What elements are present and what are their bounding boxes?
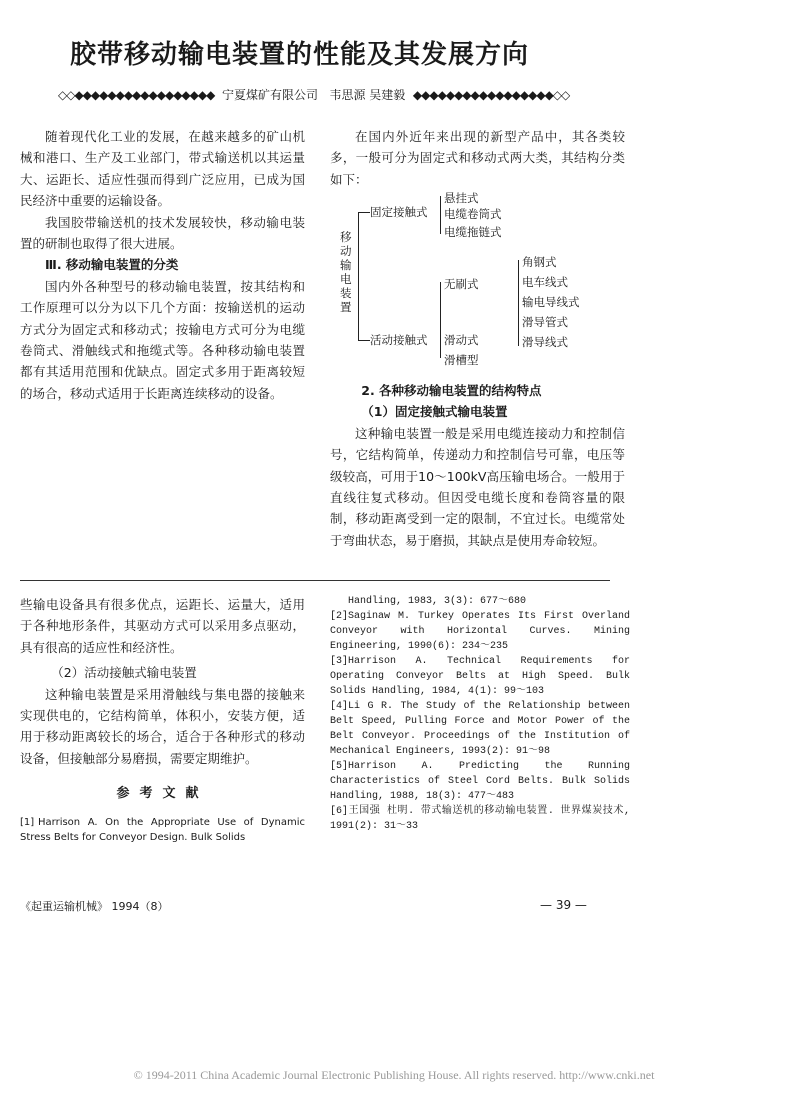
tree-line (358, 340, 370, 341)
tree-line (358, 212, 359, 340)
tree-line (440, 282, 441, 358)
journal-footer: 《起重运输机械》 1994（8） (20, 900, 169, 913)
paragraph: 我国胶带输送机的技术发展较快，移动输电装置的研制也取得了很大进展。 (20, 214, 305, 252)
reference-item: Handling, 1983, 3(3): 677～680 (348, 596, 527, 607)
tree-leaf: 滑导管式 (522, 315, 568, 329)
subsection-heading: （1）固定接触式输电装置 (361, 404, 508, 420)
section-heading: Ⅲ. 移动输电装置的分类 (45, 257, 179, 273)
subsection-heading: （2）活动接触式输电装置 (51, 665, 197, 681)
tree-node-mobile: 活动接触式 (370, 333, 428, 347)
tree-leaf: 角钢式 (522, 255, 557, 269)
copyright-notice: © 1994-2011 China Academic Journal Electronic Publishing House. All rights reserved. http://www.cnki.net (133, 1068, 655, 1082)
paragraph: 随着现代化工业的发展，在越来越多的矿山机械和港口、生产及工业部门，带式输送机以其运量大、运距长、适应性强而得到广泛应用，已成为国民经济中重要的运输设备。 (20, 129, 305, 209)
paragraph: 在国内外近年来出现的新型产品中，其各类较多，一般可分为固定式和移动式两大类，其结构分类如下： (330, 129, 625, 187)
paragraph: 国内外各种型号的移动输电装置，按其结构和工作原理可以分为以下几个方面：按输送机的运动方式分为固定式和移动式；按输电方式可分为电缆卷筒式、滑触线式和拖缆式等。各种移动输电装置都有其适用范围和优缺点。固定式多用于距离较短的场合，移动式适用于长距离连续移动的设备。 (20, 278, 305, 401)
right-column-bottom (330, 594, 630, 834)
reference-item: [5]Harrison A. Predicting the Running Characteristics of Steel Cord Belts. Bulk Solids Handling, 1988, 18(3): 477～483 (330, 761, 630, 802)
section-heading: 2. 各种移动输电装置的结构特点 (361, 383, 542, 398)
tree-line (358, 212, 370, 213)
authors: 韦思源 吴建毅 (329, 88, 406, 102)
reference-item: [4]Li G R. The Study of the Relationship between Belt Speed, Pulling Force and Motor Power of the Belt Conveyor. Proceedings of the Institution of Mechanical Engineers, 1993(2): 91～98 (330, 701, 630, 757)
tree-root: 移动输电装置 (340, 230, 352, 314)
byline-ornament-right: ◆◆◆◆◆◆◆◆◆◆◆◆◆◆◆◆◆◇◇ (412, 88, 570, 102)
paragraph: 这种输电装置是采用滑触线与集电器的接触来实现供电的，它结构简单，体积小，安装方便，适用于移动距离较长的场合，适合于各种形式的移动设备，但接触部分易磨损，需要定期维护。 (20, 686, 305, 766)
tree-node-brushless: 无刷式 (444, 277, 479, 291)
page-number: — 39 — (540, 898, 587, 912)
byline (58, 86, 578, 104)
article-title: 胶带移动输电装置的性能及其发展方向 (70, 40, 530, 70)
references-heading: 参考文献 (116, 786, 209, 802)
reference-item: [6]王国强 杜明. 带式输送机的移动输电装置. 世界煤炭技术, 1991(2): 31～33 (330, 806, 630, 832)
tree-leaf: 输电导线式 (522, 295, 580, 309)
byline-ornament-left: ◇◇◆◆◆◆◆◆◆◆◆◆◆◆◆◆◆◆◆ (58, 88, 215, 102)
tree-leaf: 电车线式 (522, 275, 568, 289)
tree-line (518, 260, 519, 346)
right-column-middle (330, 380, 625, 551)
classification-tree (330, 190, 630, 367)
tree-leaf: 滑导线式 (522, 335, 568, 349)
tree-leaf: 悬挂式 (444, 191, 479, 205)
right-column-top (330, 126, 625, 190)
tree-node-fixed: 固定接触式 (370, 205, 428, 219)
reference-item: [1] Harrison A. On the Appropriate Use of Dynamic Stress Belts for Conveyor Design. Bulk Solids (20, 816, 305, 843)
reference-item: [3]Harrison A. Technical Requirements for Operating Conveyor Belts at High Speed. Bulk Solids Handling, 1984, 4(1): 99～103 (330, 656, 630, 697)
column-divider (20, 580, 610, 581)
reference-item: [2]Saginaw M. Turkey Operates Its First Overland Conveyor with Horizontal Curves. Mining Engineering, 1990(6): 234～235 (330, 611, 630, 652)
tree-node-slot: 滑槽型 (444, 353, 479, 367)
affiliation: 宁夏煤矿有限公司 (221, 88, 318, 102)
paragraph: 这种输电装置一般是采用电缆连接动力和控制信号，它结构简单，传递动力和控制信号可靠，电压等级较高，可用于10～100kV高压输电场合。一般用于直线往复式移动。但因受电缆长度和卷筒容量的限制，移动距离受到一定的限制，不宜过长。电缆常处于弯曲状态，易于磨损，其缺点是使用寿命较短。 (330, 425, 625, 548)
tree-leaf: 电缆拖链式 (444, 225, 502, 239)
paragraph: 些输电设备具有很多优点，运距长、运量大，适用于各种地形条件，其驱动方式可以采用多点驱动，具有很高的适应性和经济性。 (20, 597, 305, 655)
left-column-bottom (20, 594, 305, 845)
tree-node-sliding: 滑动式 (444, 333, 479, 347)
tree-line (440, 196, 441, 234)
left-column-top (20, 126, 305, 404)
tree-leaf: 电缆卷筒式 (444, 207, 502, 221)
